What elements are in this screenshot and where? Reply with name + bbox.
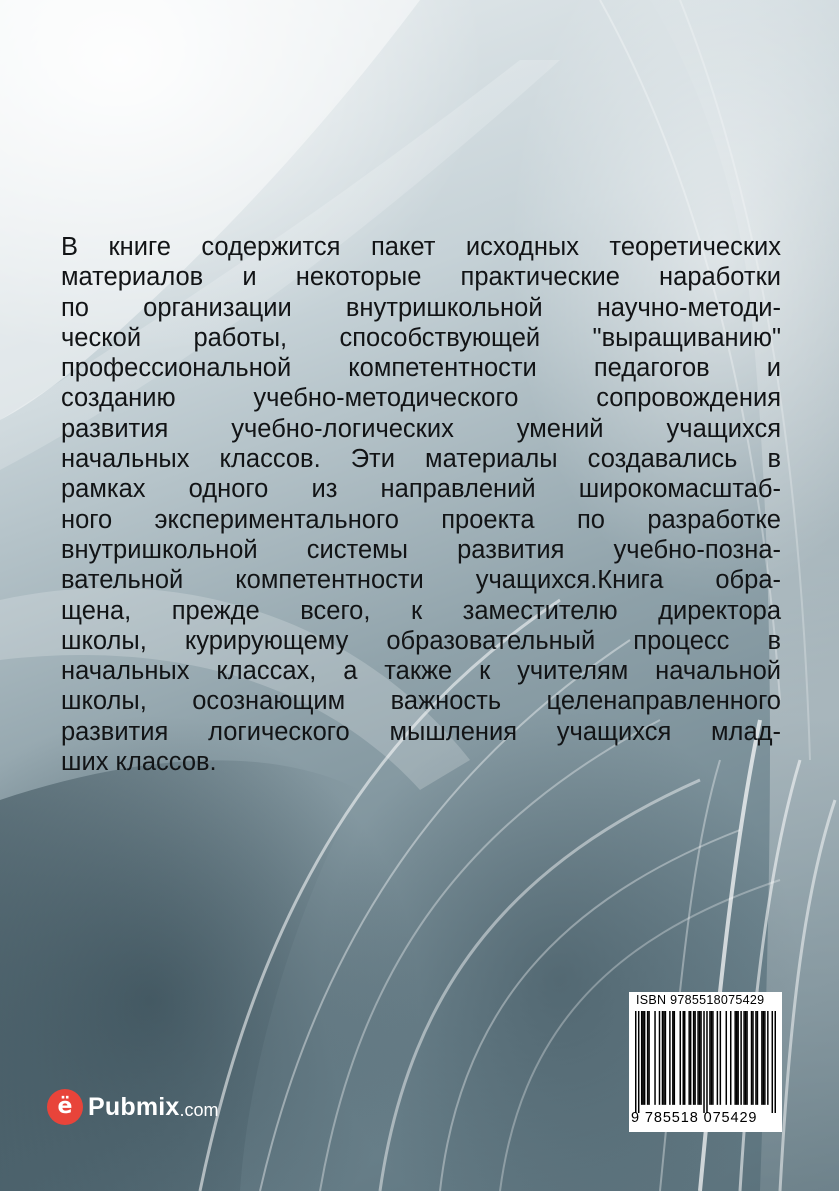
publisher-badge-icon: ё (47, 1089, 83, 1125)
description-line: начальных классов. Эти материалы создавались в (61, 445, 781, 474)
publisher-name: Pubmix (88, 1092, 180, 1121)
barcode-bar (730, 1011, 731, 1105)
description-line: внутришкольной системы развития учебно-позна- (61, 535, 781, 564)
barcode-bar (763, 1011, 764, 1105)
barcode-bar (761, 1011, 762, 1105)
barcode-bar (669, 1011, 670, 1105)
barcode-bar (752, 1011, 753, 1105)
description-line: школы, курирующему образовательный процесс в (61, 626, 781, 655)
description-line: ших классов. (61, 748, 217, 777)
barcode-bar (688, 1011, 689, 1105)
barcode-bar (726, 1011, 727, 1105)
barcode-bar (641, 1011, 642, 1105)
barcode-bar (746, 1011, 747, 1105)
barcode-bar (737, 1011, 738, 1105)
barcode-bar (697, 1011, 698, 1105)
description-line: развития логического мышления учащихся млад- (61, 717, 781, 746)
barcode-bar (772, 1011, 773, 1113)
barcode-bar (647, 1011, 648, 1105)
barcode-bar (775, 1011, 776, 1113)
description-line: вательной компетентности учащихся.Книга обра- (61, 566, 781, 595)
publisher-domain: .com (179, 1099, 219, 1120)
isbn-label: ISBN 9785518075429 (636, 993, 765, 1007)
barcode-bar (767, 1011, 768, 1105)
description-line: рамках одного из направлений широкомасштаб- (61, 475, 781, 504)
description-line: ного экспериментального проекта по разработке (61, 505, 781, 534)
barcode-bar (635, 1011, 636, 1113)
barcode-bar (740, 1011, 741, 1105)
description-line: школы, осознающим важность целенаправленного (61, 687, 781, 716)
barcode-bar (751, 1011, 752, 1105)
barcode-bar (709, 1011, 710, 1105)
barcode-bar (706, 1011, 707, 1113)
barcode-bar (684, 1011, 685, 1105)
barcode-bar (700, 1011, 701, 1105)
publisher-logo (47, 1085, 219, 1129)
barcode-bar (674, 1011, 675, 1105)
barcode-bar (672, 1011, 673, 1105)
description-line: щена, прежде всего, к заместителю директора (61, 596, 781, 625)
barcode-bar (734, 1011, 735, 1105)
description-line: начальных классах, а также к учителям начальной (61, 657, 781, 686)
barcode-bar (736, 1011, 737, 1105)
barcode-bar (648, 1011, 649, 1105)
barcode-bar (690, 1011, 691, 1105)
barcode-digits: 9 785518 075429 (631, 1110, 758, 1126)
barcode-bar (764, 1011, 765, 1105)
barcode-bar (757, 1011, 758, 1105)
barcode-bar (642, 1011, 643, 1105)
barcode-bar (663, 1011, 664, 1105)
description-line: В книге содержится пакет исходных теоретических (61, 233, 781, 261)
barcode-bar (717, 1011, 718, 1105)
barcode-bars (635, 1011, 776, 1113)
barcode-bar (745, 1011, 746, 1105)
barcode-bar (665, 1011, 666, 1105)
barcode-bar (662, 1011, 663, 1105)
barcode-bar (644, 1011, 645, 1105)
barcode-bar (659, 1011, 660, 1105)
description-line: материалов и некоторые практические наработки (61, 263, 781, 292)
barcode-bar (654, 1011, 655, 1105)
barcode-bar (711, 1011, 712, 1105)
barcode-bar (694, 1011, 695, 1105)
description-line: профессиональной компетентности педагогов и (61, 354, 781, 383)
barcode-bar (680, 1011, 681, 1105)
book-description (61, 232, 781, 777)
barcode-bar (743, 1011, 744, 1105)
description-line: по организации внутришкольной научно-методи- (61, 293, 781, 322)
description-line: развития учебно-логических умений учащихся (61, 414, 781, 443)
description-line: ческой работы, способствующей "выращиванию" (61, 323, 781, 352)
barcode-bar (638, 1011, 639, 1113)
description-line: созданию учебно-методического сопровождения (61, 384, 781, 413)
barcode-bar (693, 1011, 694, 1105)
barcode-bar (699, 1011, 700, 1105)
barcode-bar (712, 1011, 713, 1105)
isbn-barcode (629, 992, 782, 1132)
barcode-bar (720, 1011, 721, 1105)
barcode-bar (703, 1011, 704, 1113)
barcode-bar (682, 1011, 683, 1105)
barcode-bar (755, 1011, 756, 1105)
